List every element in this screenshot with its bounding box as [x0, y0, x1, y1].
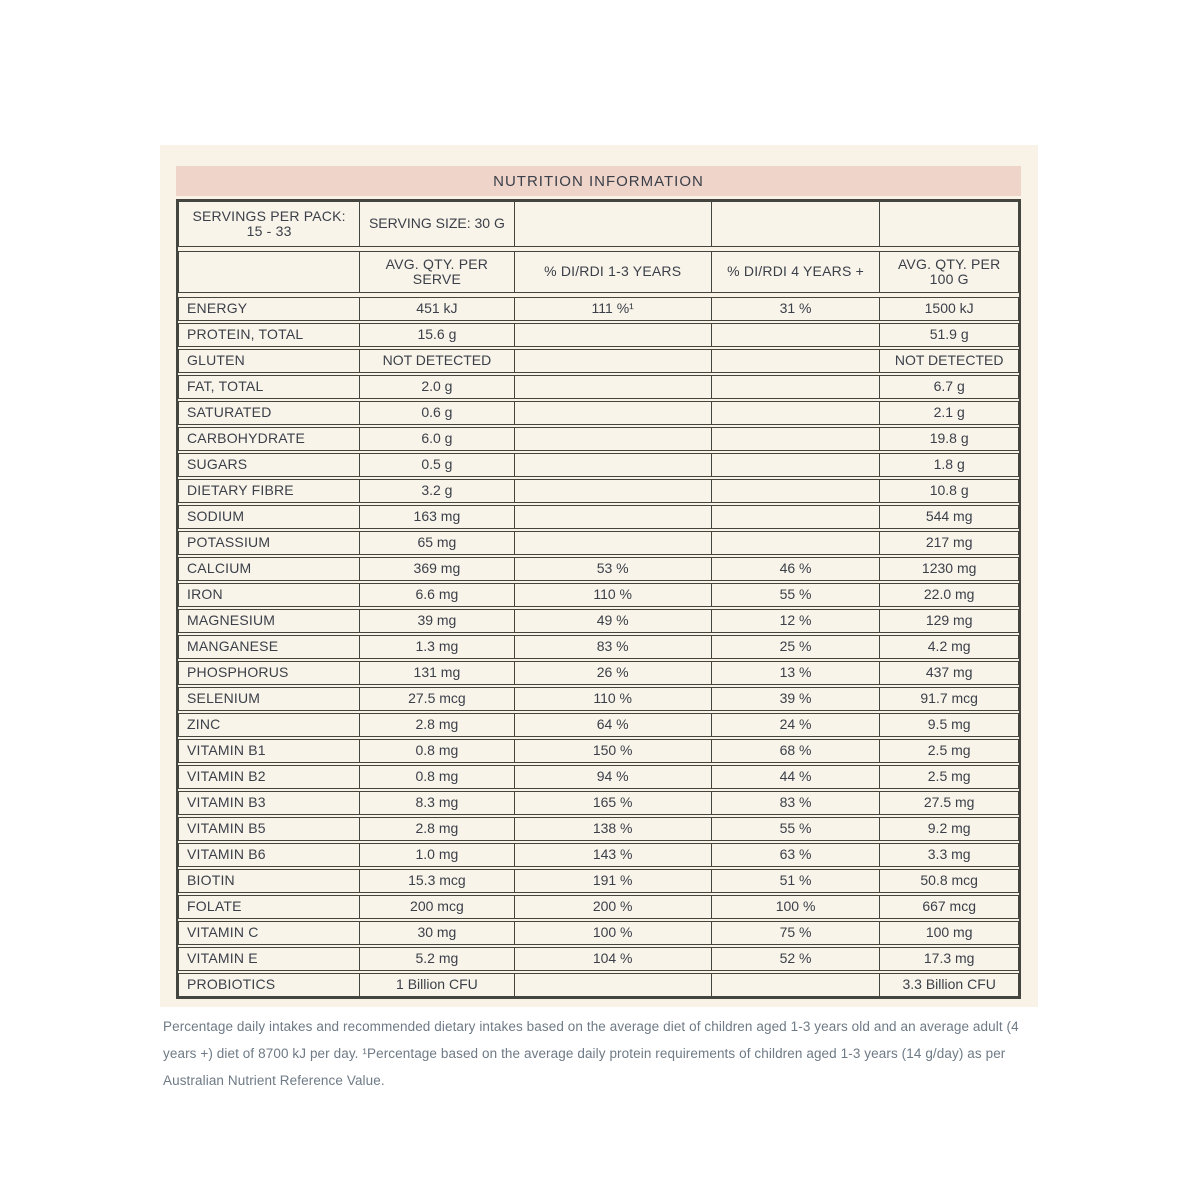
nutrient-label: SATURATED	[179, 402, 360, 424]
value-rdi-1-3: 83 %	[515, 636, 712, 658]
value-per-100g: 667 mcg	[922, 898, 977, 915]
header-rdi-1-3: % DI/RDI 1-3 YEARS	[544, 263, 682, 280]
value-rdi-1-3	[515, 376, 712, 398]
nutrient-label: SUGARS	[179, 454, 360, 476]
value-rdi-1-3	[515, 454, 712, 476]
table-row	[178, 869, 1019, 893]
value-per-100g: 129 mg	[925, 612, 973, 629]
value-rdi-1-3: 26 %	[515, 662, 712, 684]
table-row	[178, 505, 1019, 529]
table-row	[178, 973, 1019, 997]
value-per-serve: 5.2 mg	[360, 948, 514, 970]
nutrient-label: MAGNESIUM	[179, 610, 360, 632]
nutrient-label: MANGANESE	[179, 636, 360, 658]
nutrient-label: VITAMIN B5	[179, 818, 360, 840]
value-rdi-1-3	[515, 480, 712, 502]
value-per-serve: 1 Billion CFU	[360, 974, 514, 996]
value-per-serve: 6.6 mg	[360, 584, 514, 606]
table-row	[178, 375, 1019, 399]
value-rdi-1-3: 111 %¹	[515, 298, 712, 320]
table-row	[178, 895, 1019, 919]
value-per-serve: 65 mg	[360, 532, 514, 554]
empty-cell	[880, 202, 1018, 246]
value-rdi-1-3: 200 %	[515, 896, 712, 918]
panel-title: NUTRITION INFORMATION	[493, 172, 704, 190]
value-per-100g: 22.0 mg	[923, 586, 975, 603]
value-per-serve: 1.3 mg	[360, 636, 514, 658]
value-per-100g: 544 mg	[925, 508, 973, 525]
table-row	[178, 817, 1019, 841]
value-rdi-1-3	[515, 324, 712, 346]
value-rdi-4plus: 63 %	[712, 844, 881, 866]
value-rdi-1-3	[515, 974, 712, 996]
header-per-serve-cell	[360, 252, 514, 292]
value-rdi-4plus: 51 %	[712, 870, 881, 892]
value-rdi-4plus	[712, 324, 881, 346]
value-per-100g: 17.3 mg	[923, 950, 975, 967]
table-row	[178, 349, 1019, 373]
value-per-100g: 51.9 g	[929, 326, 969, 343]
table-row	[178, 791, 1019, 815]
table-row	[178, 739, 1019, 763]
value-per-100g: 3.3 Billion CFU	[902, 976, 996, 993]
header-nutrient-cell	[179, 252, 360, 292]
value-rdi-1-3	[515, 532, 712, 554]
nutrient-label: VITAMIN B1	[179, 740, 360, 762]
header-rdi-4plus-cell	[712, 252, 881, 292]
nutrient-label: PROTEIN, TOTAL	[179, 324, 360, 346]
value-per-100g: 100 mg	[925, 924, 973, 941]
value-rdi-4plus: 46 %	[712, 558, 881, 580]
value-per-100g: 4.2 mg	[927, 638, 971, 655]
value-per-serve: 15.6 g	[360, 324, 514, 346]
value-per-serve: 6.0 g	[360, 428, 514, 450]
value-per-serve: 200 mcg	[360, 896, 514, 918]
value-rdi-1-3: 53 %	[515, 558, 712, 580]
value-rdi-1-3: 49 %	[515, 610, 712, 632]
value-per-100g: 1.8 g	[933, 456, 965, 473]
value-rdi-4plus: 25 %	[712, 636, 881, 658]
value-per-serve: 0.5 g	[360, 454, 514, 476]
value-rdi-1-3	[515, 402, 712, 424]
value-per-100g: 6.7 g	[933, 378, 965, 395]
value-rdi-4plus: 100 %	[712, 896, 881, 918]
value-per-100g: 217 mg	[925, 534, 973, 551]
value-rdi-4plus: 44 %	[712, 766, 881, 788]
nutrient-label: VITAMIN B2	[179, 766, 360, 788]
nutrient-label: VITAMIN B6	[179, 844, 360, 866]
value-rdi-1-3: 64 %	[515, 714, 712, 736]
table-row	[178, 843, 1019, 867]
value-rdi-4plus: 31 %	[712, 298, 881, 320]
value-per-serve: 1.0 mg	[360, 844, 514, 866]
servings-per-pack-label: SERVINGS PER PACK:	[192, 207, 346, 224]
nutrient-label: CALCIUM	[179, 558, 360, 580]
nutrition-table	[176, 199, 1021, 999]
table-row	[178, 427, 1019, 451]
value-per-100g: 19.8 g	[929, 430, 969, 447]
value-rdi-1-3: 143 %	[515, 844, 712, 866]
nutrient-label: PROBIOTICS	[179, 974, 360, 996]
table-row	[178, 635, 1019, 659]
value-per-serve: 0.8 mg	[360, 766, 514, 788]
value-per-serve: 451 kJ	[360, 298, 514, 320]
nutrient-label: PHOSPHORUS	[179, 662, 360, 684]
nutrient-label: ZINC	[179, 714, 360, 736]
value-per-100g: 2.5 mg	[927, 768, 971, 785]
empty-cell	[515, 202, 712, 246]
nutrient-label: BIOTIN	[179, 870, 360, 892]
value-per-100g: 2.1 g	[933, 404, 965, 421]
value-per-100g: 9.5 mg	[927, 716, 971, 733]
value-rdi-4plus	[712, 506, 881, 528]
value-rdi-1-3: 94 %	[515, 766, 712, 788]
nutrient-label: FOLATE	[179, 896, 360, 918]
value-per-100g: 1230 mg	[921, 560, 977, 577]
value-rdi-1-3: 104 %	[515, 948, 712, 970]
value-rdi-4plus: 68 %	[712, 740, 881, 762]
value-per-serve: 369 mg	[360, 558, 514, 580]
value-per-100g: 27.5 mg	[923, 794, 975, 811]
nutrient-label: FAT, TOTAL	[179, 376, 360, 398]
table-row	[178, 297, 1019, 321]
table-row	[178, 921, 1019, 945]
value-rdi-1-3: 191 %	[515, 870, 712, 892]
value-per-serve: 27.5 mcg	[360, 688, 514, 710]
value-rdi-4plus: 39 %	[712, 688, 881, 710]
value-rdi-1-3	[515, 350, 712, 372]
value-rdi-1-3: 150 %	[515, 740, 712, 762]
header-per-serve: AVG. QTY. PER SERVE	[385, 255, 489, 287]
nutrient-label: CARBOHYDRATE	[179, 428, 360, 450]
value-per-serve: 2.0 g	[360, 376, 514, 398]
value-per-serve: 15.3 mcg	[360, 870, 514, 892]
value-rdi-4plus	[712, 376, 881, 398]
table-row	[178, 479, 1019, 503]
value-rdi-4plus: 24 %	[712, 714, 881, 736]
table-row	[178, 713, 1019, 737]
table-row	[178, 531, 1019, 555]
value-rdi-4plus: 13 %	[712, 662, 881, 684]
nutrient-label: SODIUM	[179, 506, 360, 528]
value-rdi-4plus	[712, 532, 881, 554]
table-row	[178, 687, 1019, 711]
nutrient-label: POTASSIUM	[179, 532, 360, 554]
value-rdi-4plus	[712, 454, 881, 476]
value-per-100g: 10.8 g	[929, 482, 969, 499]
table-row	[178, 765, 1019, 789]
value-rdi-1-3: 100 %	[515, 922, 712, 944]
value-per-100g: 50.8 mcg	[920, 872, 978, 889]
empty-cell	[712, 202, 881, 246]
value-per-100g: 2.5 mg	[927, 742, 971, 759]
servings-per-pack-value: 15 - 33	[246, 223, 292, 239]
nutrition-title-band	[176, 166, 1021, 196]
table-row	[178, 947, 1019, 971]
serving-size-cell	[360, 202, 514, 246]
value-per-serve: 0.6 g	[360, 402, 514, 424]
table-row	[178, 583, 1019, 607]
value-per-100g: 9.2 mg	[927, 820, 971, 837]
column-header-row	[178, 251, 1019, 293]
table-row	[178, 453, 1019, 477]
nutrient-label: VITAMIN B3	[179, 792, 360, 814]
footnote-text: Percentage daily intakes and recommended dietary intakes based on the average diet of children aged 1-3 years old and an average adult (4 years +) diet of 8700 kJ per day. ¹Percentage based on the average daily protein requirements of children aged 1-3 years (14 g/day) as per Australian Nutrient Reference Value.	[163, 1019, 1019, 1088]
nutrient-label: SELENIUM	[179, 688, 360, 710]
value-per-100g: 91.7 mcg	[920, 690, 978, 707]
header-per-100g-cell	[880, 252, 1018, 292]
table-row	[178, 557, 1019, 581]
value-rdi-1-3: 138 %	[515, 818, 712, 840]
nutrition-panel	[160, 145, 1038, 1007]
table-row	[178, 609, 1019, 633]
value-rdi-4plus	[712, 974, 881, 996]
table-row	[178, 323, 1019, 347]
servings-per-pack-cell	[179, 202, 360, 246]
nutrient-label: GLUTEN	[179, 350, 360, 372]
value-rdi-4plus	[712, 428, 881, 450]
nutrient-label: IRON	[179, 584, 360, 606]
value-rdi-4plus: 52 %	[712, 948, 881, 970]
header-per-100g: AVG. QTY. PER 100 G	[897, 255, 1001, 287]
nutrient-label: VITAMIN C	[179, 922, 360, 944]
value-rdi-4plus: 55 %	[712, 818, 881, 840]
serving-size-label: SERVING SIZE: 30 G	[368, 215, 505, 232]
value-rdi-4plus	[712, 480, 881, 502]
value-per-100g: NOT DETECTED	[894, 352, 1004, 369]
value-rdi-1-3: 165 %	[515, 792, 712, 814]
value-rdi-1-3	[515, 506, 712, 528]
value-rdi-4plus	[712, 350, 881, 372]
value-per-100g: 3.3 mg	[927, 846, 971, 863]
value-per-serve: 0.8 mg	[360, 740, 514, 762]
value-per-100g: 1500 kJ	[924, 300, 974, 317]
table-row	[178, 661, 1019, 685]
nutrient-label: DIETARY FIBRE	[179, 480, 360, 502]
value-rdi-4plus: 12 %	[712, 610, 881, 632]
value-rdi-1-3: 110 %	[515, 584, 712, 606]
header-rdi-1-3-cell	[515, 252, 712, 292]
header-rdi-4plus: % DI/RDI 4 YEARS +	[727, 263, 864, 280]
value-per-serve: 2.8 mg	[360, 818, 514, 840]
nutrient-label: ENERGY	[179, 298, 360, 320]
value-rdi-4plus: 55 %	[712, 584, 881, 606]
nutrient-label: VITAMIN E	[179, 948, 360, 970]
value-per-serve: 3.2 g	[360, 480, 514, 502]
value-per-serve: 8.3 mg	[360, 792, 514, 814]
table-row	[178, 401, 1019, 425]
value-per-serve: 163 mg	[360, 506, 514, 528]
value-per-serve: 131 mg	[360, 662, 514, 684]
value-rdi-4plus: 83 %	[712, 792, 881, 814]
value-rdi-4plus: 75 %	[712, 922, 881, 944]
value-per-serve: NOT DETECTED	[360, 350, 514, 372]
value-rdi-1-3	[515, 428, 712, 450]
value-per-serve: 39 mg	[360, 610, 514, 632]
value-per-serve: 2.8 mg	[360, 714, 514, 736]
value-rdi-4plus	[712, 402, 881, 424]
value-per-serve: 30 mg	[360, 922, 514, 944]
servings-row	[178, 201, 1019, 247]
value-rdi-1-3: 110 %	[515, 688, 712, 710]
value-per-100g: 437 mg	[925, 664, 973, 681]
